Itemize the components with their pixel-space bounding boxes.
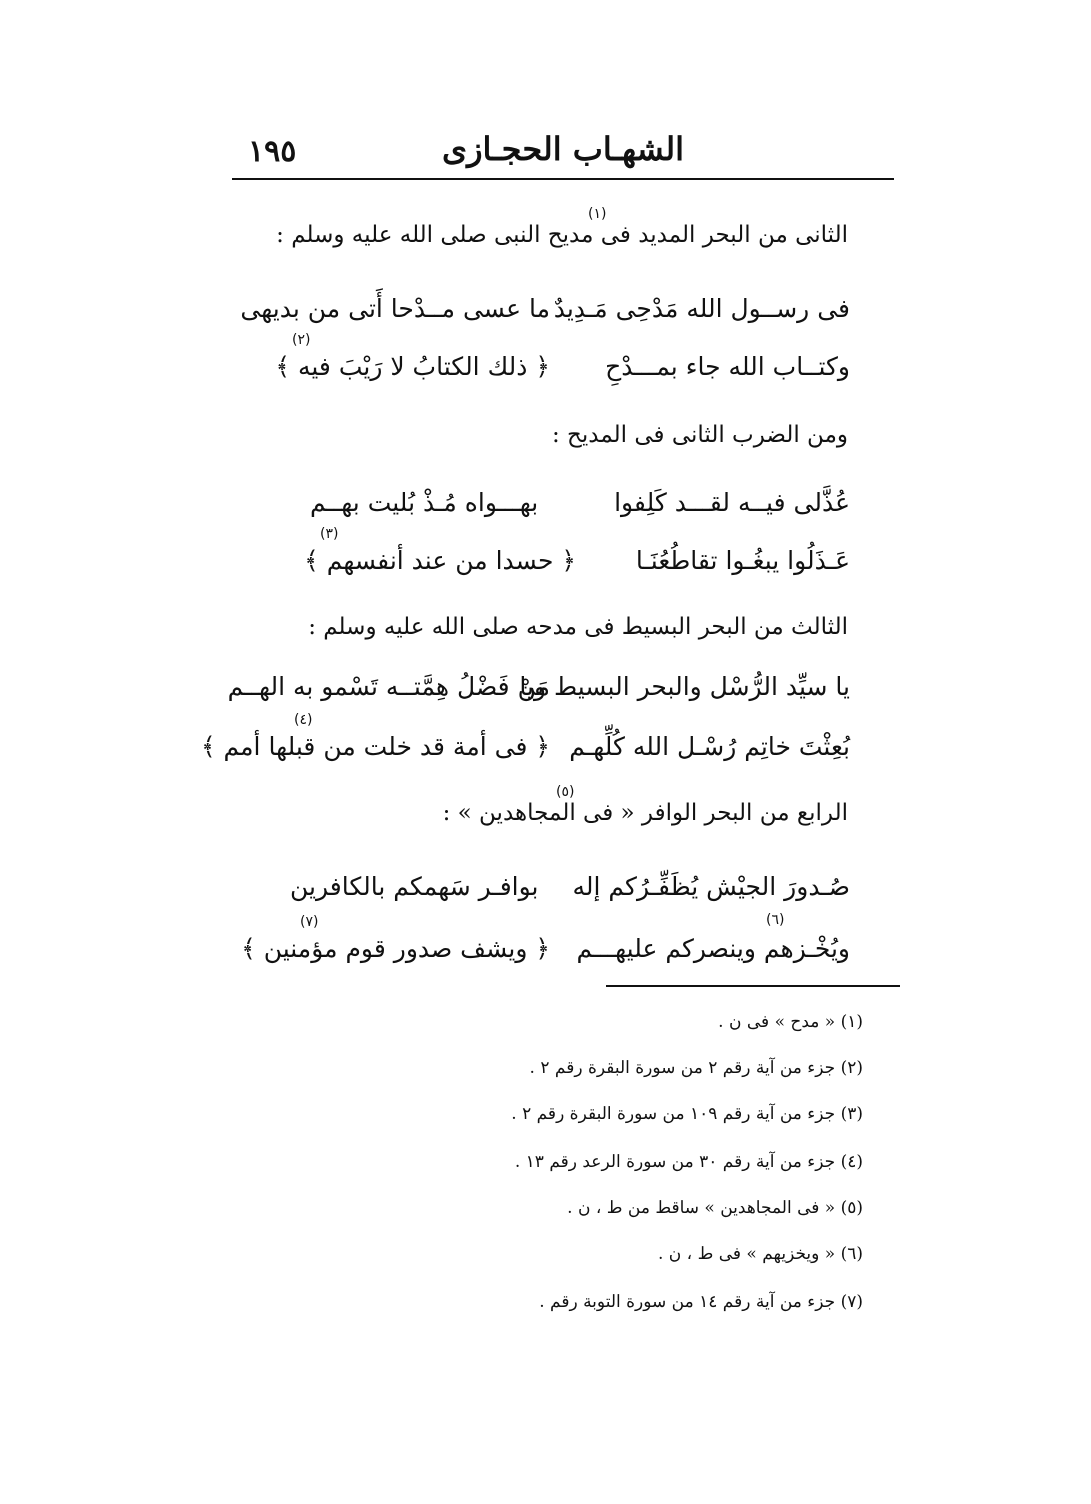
verse-first-hemistich: ويُخْـزهم وينصركم عليهـــم (576, 934, 850, 963)
verse-second-hemistich: بوافـر سَهمكم بالكافرين (290, 872, 539, 901)
verse-first-hemistich: عَـذَلُوا يبغُـوا تقاطُعُنَـا (635, 546, 850, 575)
verse-line (280, 872, 850, 914)
verse-line (280, 546, 850, 588)
section-heading: الثانى من البحر المديد فى مديح النبى صلى الله عليه وسلم : (276, 222, 848, 248)
verse-line (241, 934, 850, 976)
verse-second-hemistich: ﴿ فى أمة قد خلت من قبلها أمم ﴾ (200, 732, 550, 761)
verse-first-hemistich: بُعِثْتَ خاتِم رُسْـل الله كُلِّهـم (569, 732, 850, 761)
footnote-marker: (٢) (292, 332, 311, 348)
footnote: (٥) « فى المجاهدين » ساقط من ط ، ن . (567, 1198, 863, 1218)
verse-line (240, 294, 850, 336)
verse-first-hemistich: صُـدورَ الجيْش يُظَفِّـرُكم إله (572, 872, 850, 901)
footnote: (٢) جزء من آية رقم ٢ من سورة البقرة رقم ٢ . (529, 1058, 863, 1078)
verse-line (275, 352, 850, 394)
verse-second-hemistich: ما عسى مــدْحا أَتى من بديهى (240, 294, 550, 323)
verse-second-hemistich: بهـــواه مُـذْ بُليت بهــم (310, 488, 539, 517)
verse-first-hemistich: عُذَّلى فيــه لقـــد كَلِفوا (614, 488, 850, 517)
footnote-marker: (٧) (300, 914, 319, 930)
page-header (232, 128, 894, 176)
footnote: (١) « مدح » فى ن . (718, 1012, 863, 1032)
section-heading: الثالث من البحر البسيط فى مدحه صلى الله عليه وسلم : (308, 614, 848, 640)
verse-first-hemistich: يا سيِّد الرُّسْل والبحر البسيط ويا (519, 672, 850, 701)
footnote-marker: (٣) (320, 526, 339, 542)
running-title: الشهـاب الحجـازى (442, 130, 684, 168)
verse-second-hemistich: مَنْ فَضْلُ هِمَّتــه تَسْمو به الهــم (227, 672, 550, 701)
page-number: ١٩٥ (248, 134, 297, 169)
verse-line (200, 732, 850, 774)
verse-line (280, 488, 850, 530)
section-heading: الرابع من البحر الوافر « فى المجاهدين » : (442, 800, 848, 826)
verse-first-hemistich: وكتــاب الله جاء بمـــدْحِ (605, 352, 850, 381)
footnote: (٤) جزء من آية رقم ٣٠ من سورة الرعد رقم ١٣ . (514, 1152, 863, 1172)
footnote-rule (606, 985, 900, 987)
verse-first-hemistich: فى رســول الله مَدْحِى مَـدِيدٌ (553, 294, 850, 323)
footnote: (٣) جزء من آية رقم ١٠٩ من سورة البقرة رقم ٢ . (511, 1104, 863, 1124)
header-rule (232, 178, 894, 180)
verse-second-hemistich: ﴿ حسدا من عند أنفسهم ﴾ (304, 546, 576, 575)
section-heading: ومن الضرب الثانى فى المديح : (551, 422, 848, 448)
footnote-marker: (٤) (294, 712, 313, 728)
footnote-marker: (٥) (556, 784, 575, 800)
footnote: (٧) جزء من آية رقم ١٤ من سورة التوبة رقم . (539, 1292, 863, 1312)
footnote-marker: (٦) (766, 912, 785, 928)
verse-line (227, 672, 850, 714)
verse-second-hemistich: ﴿ ويشف صدور قوم مؤمنين ﴾ (241, 934, 550, 963)
footnote: (٦) « ويخزيهم » فى ط ، ن . (657, 1244, 863, 1264)
footnote-marker: (١) (588, 206, 607, 222)
verse-second-hemistich: ﴿ ذلك الكتابُ لا رَيْبَ فيه ﴾ (275, 352, 550, 381)
